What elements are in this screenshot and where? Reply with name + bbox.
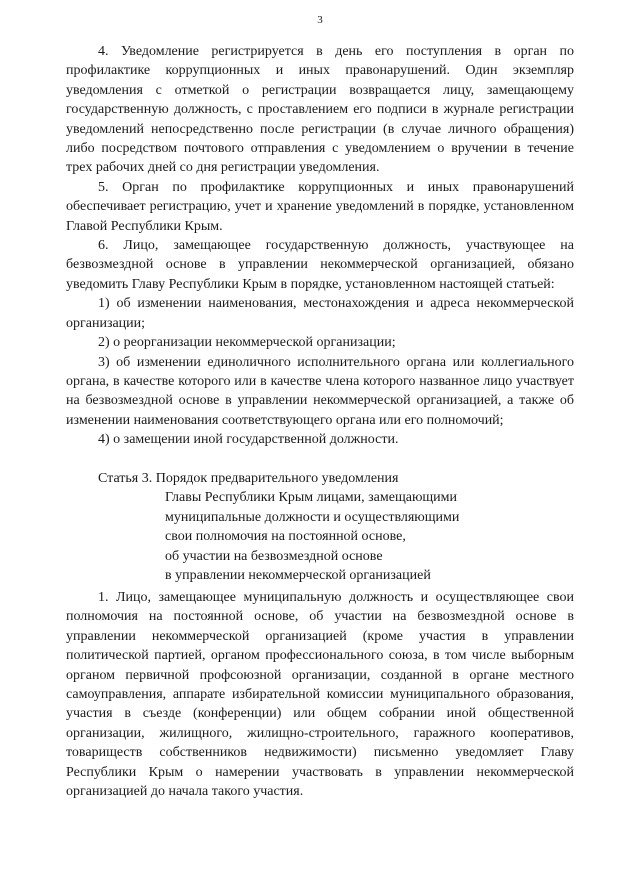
paragraph-item-1: 1. Лицо, замещающее муниципальную должность и осуществляющее свои полномочия на постоянной основе, об участии на безвозмездной основе в управлении некоммерческой организацией (кроме участия в управлении политической партией, органом профессионального союза, в том числе выборным органом первичной профсоюзной организации, созданной в органе местного самоуправления, аппарате избирательной комиссии муниципального образования, участия в съезде (конференции) или общем собрании иной общественной организации, жилищного, жилищно-строительного, гаражного кооперативов, товариществ собственников недвижимости) письменно уведомляет Главу Республики Крым о намерении участвовать в управлении некоммерческой организацией до начала такого участия.: [66, 590, 574, 800]
article-heading-line: Главы Республики Крым лицами, замещающими: [165, 490, 458, 506]
article-2-continuation: [66, 42, 574, 450]
subitem-4: 4) о замещении иной государственной должности.: [98, 432, 399, 448]
paragraph-item-5: 5. Орган по профилактике коррупционных и иных правонарушений обеспечивает регистрацию, учет и хранение уведомлений в порядке, установленном Главой Республики Крым.: [66, 179, 574, 234]
article-3-body: [66, 588, 574, 801]
article-3-heading: [98, 469, 568, 585]
article-heading-line: муниципальные должности и осуществляющими: [165, 509, 460, 525]
paragraph-item-6: 6. Лицо, замещающее государственную должность, участвующее на безвозмездной основе в управлении некоммерческой организацией, обязано уведомить Главу Республики Крым в порядке, установленном настоящей статьей:: [66, 238, 574, 292]
subitem-3: 3) об изменении единоличного исполнительного органа или коллегиального органа, в качестве которого или в качестве члена которого названное лицо участвует на безвозмездной основе в управлении некоммерческой организацией, а также об изменении наименования соответствующего органа или его полномочий;: [66, 354, 574, 428]
article-heading-line: в управлении некоммерческой организацией: [165, 568, 431, 584]
subitem-1: 1) об изменении наименования, местонахождения и адреса некоммерческой организации;: [66, 296, 574, 331]
article-heading-line: Статья 3. Порядок предварительного уведомления: [98, 471, 399, 486]
page-number: 3: [317, 14, 323, 26]
paragraph-item-4: 4. Уведомление регистрируется в день его поступления в орган по профилактике коррупционных и иных правонарушений. Один экземпляр уведомления с отметкой о регистрации возвращается лицу, замещающему государственную должность, с проставлением его подписи в журнале регистрации уведомлений непосредственно после регистрации (в случае личного обращения) либо посредством почтового отправления с уведомлением о вручении в течение трех рабочих дней со дня регистрации уведомления.: [66, 44, 574, 176]
article-heading-line: свои полномочия на постоянной основе,: [165, 529, 406, 545]
subitem-2: 2) о реорганизации некоммерческой организации;: [98, 335, 396, 351]
article-heading-line: об участии на безвозмездной основе: [165, 548, 383, 564]
